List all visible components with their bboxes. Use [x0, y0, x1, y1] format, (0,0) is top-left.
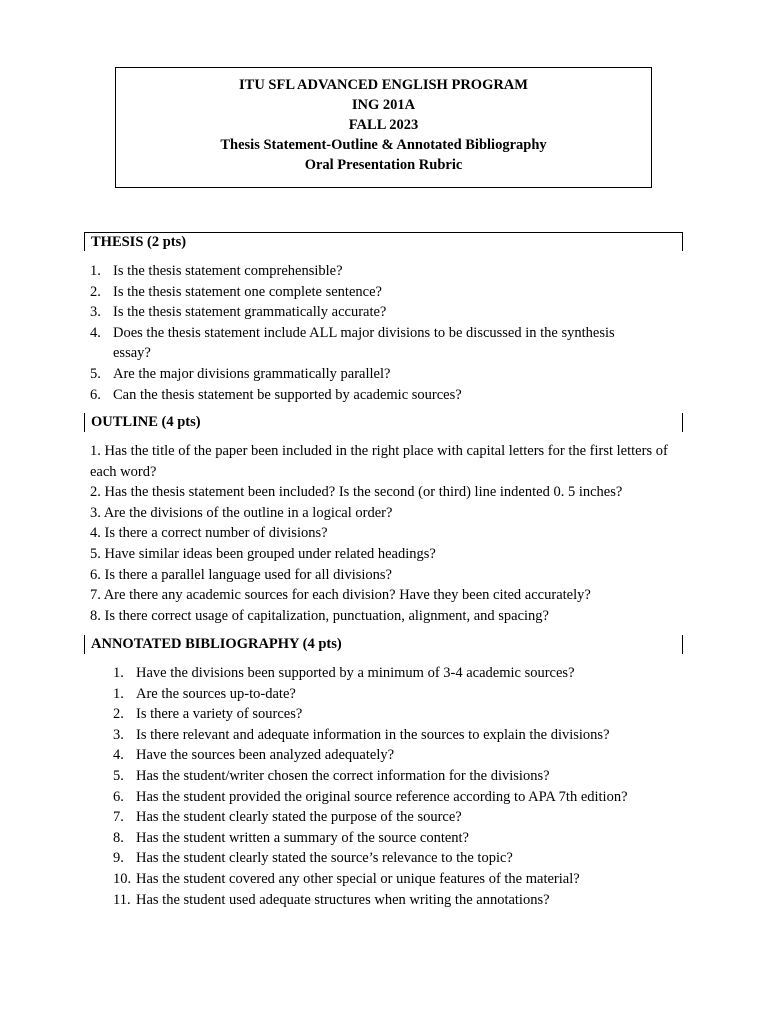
item-number: 8. — [90, 607, 101, 624]
item-text: Is there a correct number of divisions? — [104, 525, 328, 542]
course-code: ING 201A — [351, 97, 416, 113]
list-item — [90, 441, 682, 482]
item-text: Is the thesis statement one complete sentence? — [113, 283, 382, 300]
item-number: 6. — [90, 386, 101, 403]
assignment-title: Thesis Statement-Outline & Annotated Bibliography — [220, 137, 547, 153]
item-text: Has the student/writer chosen the correct information for the divisions? — [136, 767, 550, 784]
term: FALL 2023 — [348, 117, 419, 133]
item-text: Are the divisions of the outline in a logical order? — [103, 504, 393, 521]
item-number: 4. — [113, 747, 124, 764]
list-item — [90, 503, 682, 524]
item-text: Has the student clearly stated the purpose of the source? — [136, 809, 462, 826]
item-text: Has the student clearly stated the source’s relevance to the topic? — [136, 850, 513, 867]
item-text: Does the thesis statement include ALL major divisions to be discussed in the synthesis essay? — [113, 324, 615, 362]
item-text: Is there relevant and adequate information in the sources to explain the divisions? — [136, 726, 610, 743]
item-number: 2. — [90, 484, 101, 501]
item-text: Is the thesis statement comprehensible? — [113, 263, 343, 279]
item-text: Has the student provided the original source reference according to APA 7th edition? — [136, 788, 628, 805]
item-number: 2. — [113, 706, 124, 723]
item-number: 6. — [90, 566, 101, 583]
item-text: Is there a parallel language used for all divisions? — [104, 566, 392, 583]
item-number: 1. — [113, 665, 124, 681]
item-number: 3. — [90, 504, 101, 521]
document-header-box — [115, 67, 652, 188]
thesis-list — [90, 261, 650, 405]
item-text: Has the student covered any other special or unique features of the material? — [136, 870, 580, 887]
list-item — [113, 766, 673, 787]
item-number: 11. — [113, 891, 131, 908]
item-number: 4. — [90, 525, 101, 542]
item-text: Have similar ideas been grouped under related headings? — [104, 545, 436, 562]
list-item — [90, 385, 650, 406]
item-text: Has the thesis statement been included? Is the second (or third) line indented 0. 5 inches? — [104, 484, 623, 501]
item-text: Has the title of the paper been included in the right place with capital letters for the first letters of each word? — [90, 443, 668, 480]
list-item — [113, 807, 673, 828]
list-item — [90, 523, 682, 544]
item-text: Has the student used adequate structures when writing the annotations? — [136, 891, 550, 908]
list-item — [90, 606, 682, 627]
item-number: 7. — [113, 809, 124, 826]
list-item — [113, 828, 673, 849]
item-number: 1. — [90, 443, 101, 459]
item-text: Are the major divisions grammatically parallel? — [113, 365, 391, 382]
list-item — [113, 684, 673, 705]
item-number: 5. — [90, 365, 101, 382]
list-item — [90, 302, 650, 323]
item-number: 9. — [113, 850, 124, 867]
item-number: 2. — [90, 283, 101, 300]
list-item — [90, 585, 682, 606]
item-number: 5. — [113, 767, 124, 784]
list-item — [90, 282, 650, 303]
program-title: ITU SFL ADVANCED ENGLISH PROGRAM — [239, 77, 528, 93]
list-item — [113, 787, 673, 808]
item-text: Can the thesis statement be supported by academic sources? — [113, 386, 462, 403]
list-item — [113, 848, 673, 869]
annotated-bibliography-list — [113, 663, 673, 910]
item-number: 10. — [113, 870, 132, 887]
thesis-heading: THESIS (2 pts) — [84, 232, 683, 251]
list-item — [113, 663, 673, 684]
item-number: 7. — [90, 587, 101, 604]
item-text: Is the thesis statement grammatically accurate? — [113, 304, 387, 321]
list-item — [90, 323, 650, 364]
item-text: Have the sources been analyzed adequately? — [136, 747, 395, 764]
list-item — [113, 704, 673, 725]
list-item — [90, 565, 682, 586]
list-item — [90, 364, 650, 385]
item-text: Has the student written a summary of the source content? — [136, 829, 469, 846]
list-item — [113, 869, 673, 890]
item-number: 8. — [113, 829, 124, 846]
list-item — [113, 890, 673, 911]
item-number: 5. — [90, 545, 101, 562]
item-number: 4. — [90, 324, 101, 341]
item-text: Is there correct usage of capitalization, punctuation, alignment, and spacing? — [104, 607, 549, 624]
item-text: Are the sources up-to-date? — [136, 685, 296, 702]
item-number: 1. — [90, 263, 101, 279]
item-text: Have the divisions been supported by a minimum of 3-4 academic sources? — [136, 665, 575, 681]
outline-list — [90, 441, 682, 626]
annotated-bibliography-heading: ANNOTATED BIBLIOGRAPHY (4 pts) — [84, 635, 683, 654]
item-number: 3. — [90, 304, 101, 321]
item-number: 6. — [113, 788, 124, 805]
list-item — [90, 261, 650, 282]
list-item — [90, 482, 682, 503]
item-number: 1. — [113, 685, 124, 702]
rubric-title: Oral Presentation Rubric — [304, 157, 463, 173]
outline-heading: OUTLINE (4 pts) — [84, 413, 683, 432]
item-text: Is there a variety of sources? — [136, 706, 303, 723]
item-text: Are there any academic sources for each division? Have they been cited accurately? — [103, 587, 591, 604]
item-number: 3. — [113, 726, 124, 743]
list-item — [90, 544, 682, 565]
list-item — [113, 725, 673, 746]
list-item — [113, 745, 673, 766]
